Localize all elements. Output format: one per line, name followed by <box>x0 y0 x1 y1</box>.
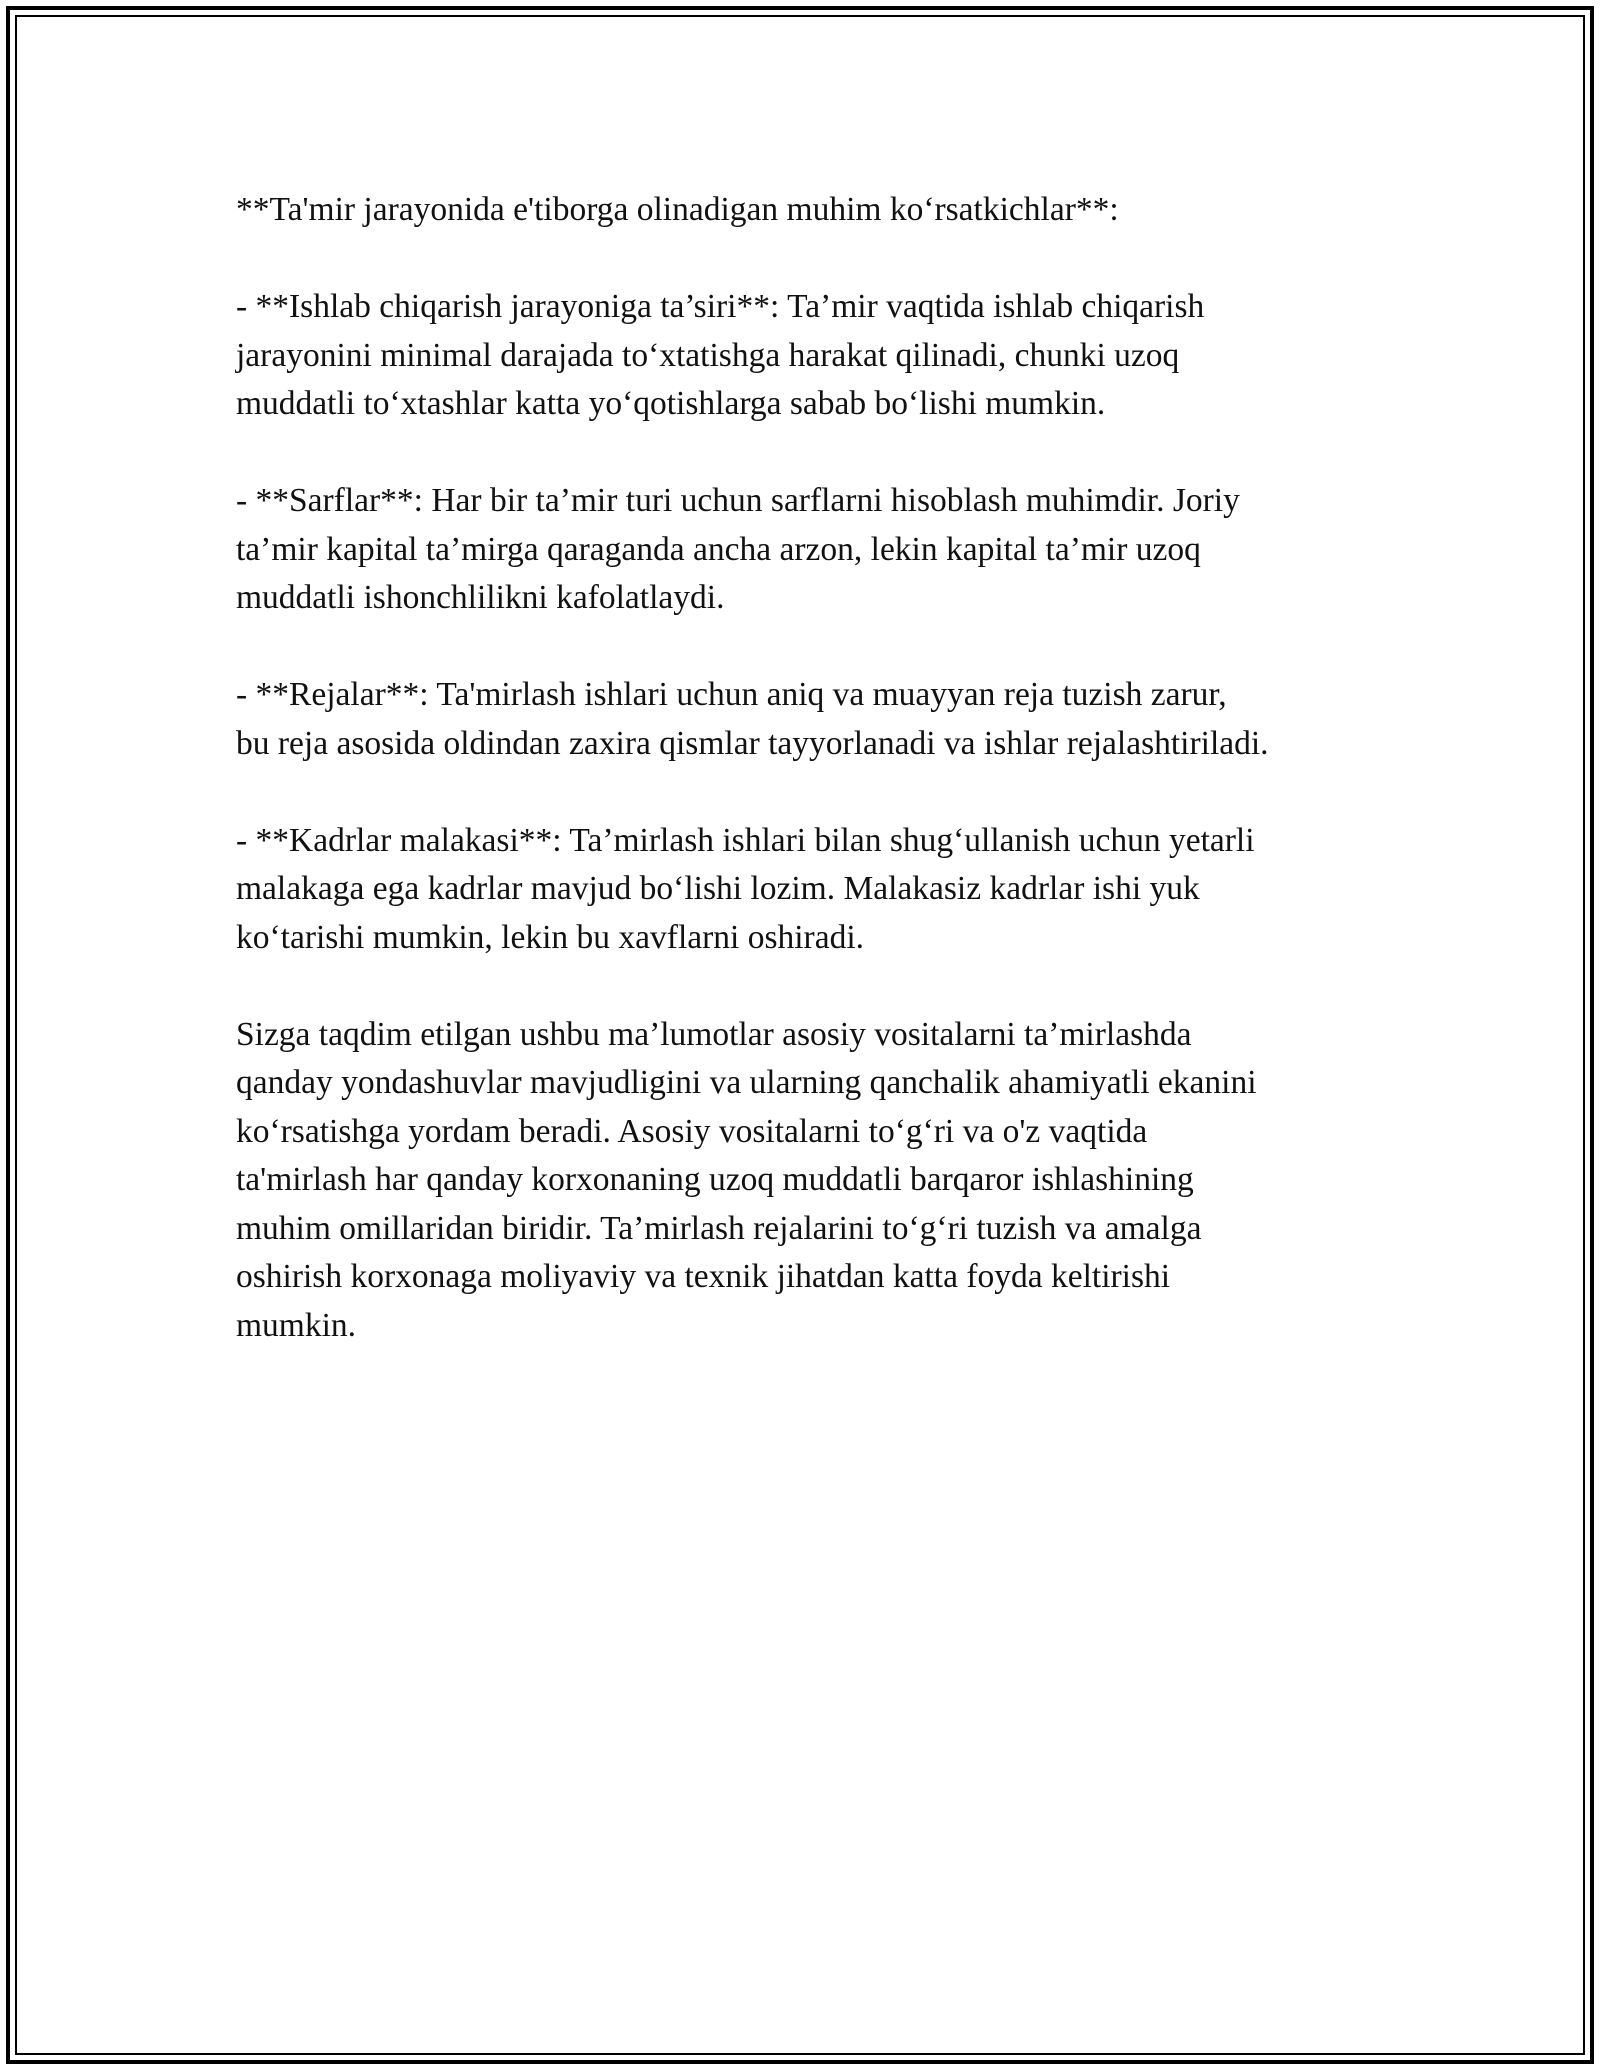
list-item-staff-qualification: - **Kadrlar malakasi**: Ta’mirlash ishlari bilan shug‘ullanish uchun yetarli malakaga ega kadrlar mavjud bo‘lishi lozim. Malakasiz kadrlar ishi yuk ko‘tarishi mumkin, lekin bu xavflarni oshiradi. <box>236 821 1255 956</box>
list-item-production-impact: - **Ishlab chiqarish jarayoniga ta’siri**: Ta’mir vaqtida ishlab chiqarish jarayonini minimal darajada to‘xtatishga harakat qilinadi, chunki uzoq muddatli to‘xtashlar katta yo‘qotishlarga sabab bo‘lishi mumkin. <box>236 288 1205 422</box>
list-item-costs: - **Sarflar**: Har bir ta’mir turi uchun sarflarni hisoblash muhimdir. Joriy ta’mir kapital ta’mirga qaraganda ancha arzon, lekin kapital ta’mir uzoq muddatli ishonchlilikni kafolatlaydi. <box>236 482 1240 616</box>
list-item-plans: - **Rejalar**: Ta'mirlash ishlari uchun aniq va muayyan reja tuzish zarur, bu reja asosida oldindan zaxira qismlar tayyorlanadi va ishlar rejalashtiriladi. <box>236 676 1269 762</box>
document-body <box>236 186 1386 1350</box>
section-heading: **Ta'mir jarayonida e'tiborga olinadigan muhim ko‘rsatkichlar**: <box>236 191 1119 228</box>
conclusion-paragraph: Sizga taqdim etilgan ushbu ma’lumotlar asosiy vositalarni ta’mirlashda qanday yondashuvlar mavjudligini va ularning qanchalik ahamiyatli ekanini ko‘rsatishga yordam beradi. Asosiy vositalarni to‘g‘ri va o'z vaqtida ta'mirlash har qanday korxonaning uzoq muddatli barqaror ishlashining muhim omillaridan biridir. Ta’mirlash rejalarini to‘g‘ri tuzish va amalga oshirish korxonaga moliyaviy va texnik jihatdan katta foyda keltirishi mumkin. <box>236 1015 1257 1344</box>
